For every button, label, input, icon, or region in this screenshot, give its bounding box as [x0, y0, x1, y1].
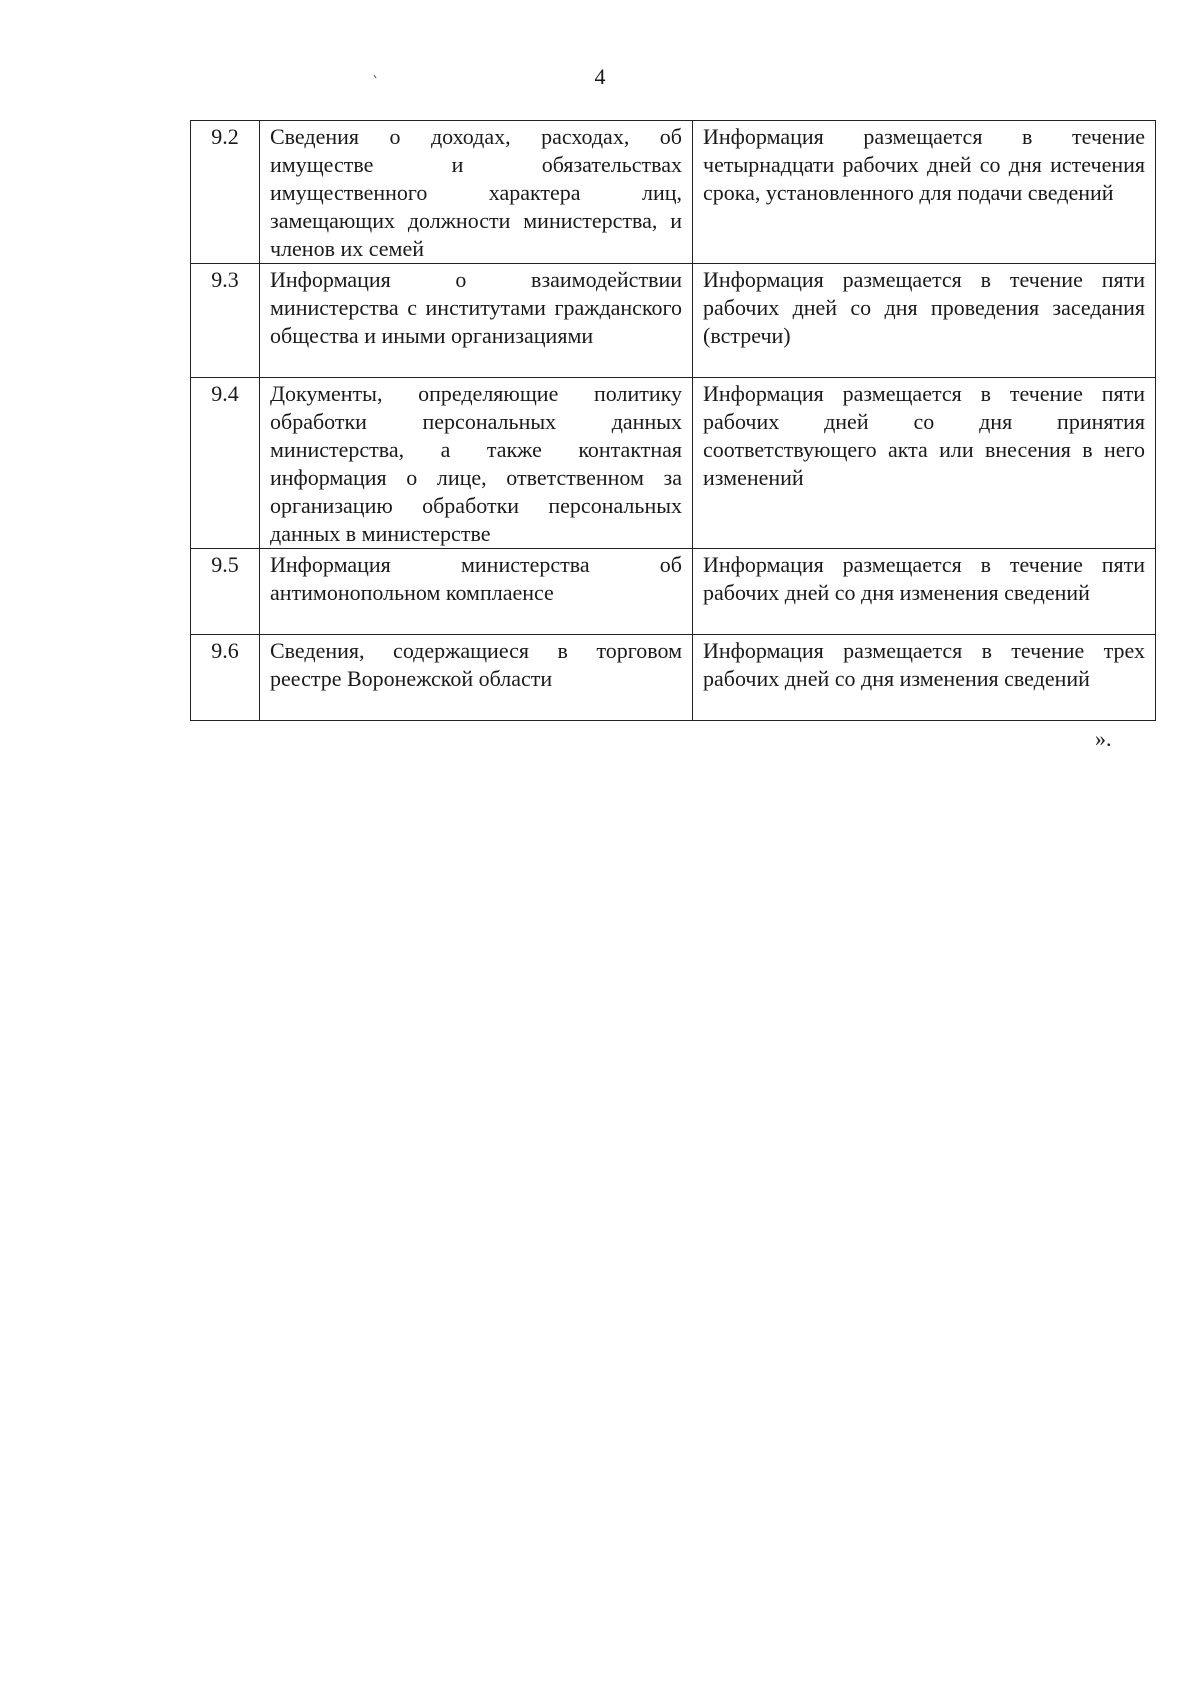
page-number: 4	[594, 64, 606, 89]
row-description: Документы, определяющие политику обработки персональных данных министерства, а также контактная информация о лице, ответственном за организацию обработки персональных данных в министерстве	[260, 378, 693, 549]
row-number: 9.4	[191, 378, 260, 549]
table-row	[191, 121, 1156, 264]
row-description: Информация о взаимодействии министерства с институтами гражданского общества и иными организациями	[260, 264, 693, 378]
row-term: Информация размещается в течение четырнадцати рабочих дней со дня истечения срока, установленного для подачи сведений	[693, 121, 1156, 264]
row-number: 9.5	[191, 549, 260, 635]
row-number: 9.6	[191, 635, 260, 721]
row-term: Информация размещается в течение трех рабочих дней со дня изменения сведений	[693, 635, 1156, 721]
table-row	[191, 378, 1156, 549]
table-row	[191, 635, 1156, 721]
closing-quote-mark: ».	[1095, 726, 1112, 751]
row-term: Информация размещается в течение пяти рабочих дней со дня изменения сведений	[693, 549, 1156, 635]
row-description: Сведения, содержащиеся в торговом реестре Воронежской области	[260, 635, 693, 721]
row-term: Информация размещается в течение пяти рабочих дней со дня принятия соответствующего акта или внесения в него изменений	[693, 378, 1156, 549]
row-term: Информация размещается в течение пяти рабочих дней со дня проведения заседания (встречи)	[693, 264, 1156, 378]
row-number: 9.2	[191, 121, 260, 264]
table-row	[191, 549, 1156, 635]
row-description: Информация министерства об антимонопольном комплаенсе	[260, 549, 693, 635]
row-description: Сведения о доходах, расходах, об имуществе и обязательствах имущественного характера лиц, замещающих должности министерства, и членов их семей	[260, 121, 693, 264]
information-table	[190, 120, 1156, 721]
table-row	[191, 264, 1156, 378]
row-number: 9.3	[191, 264, 260, 378]
